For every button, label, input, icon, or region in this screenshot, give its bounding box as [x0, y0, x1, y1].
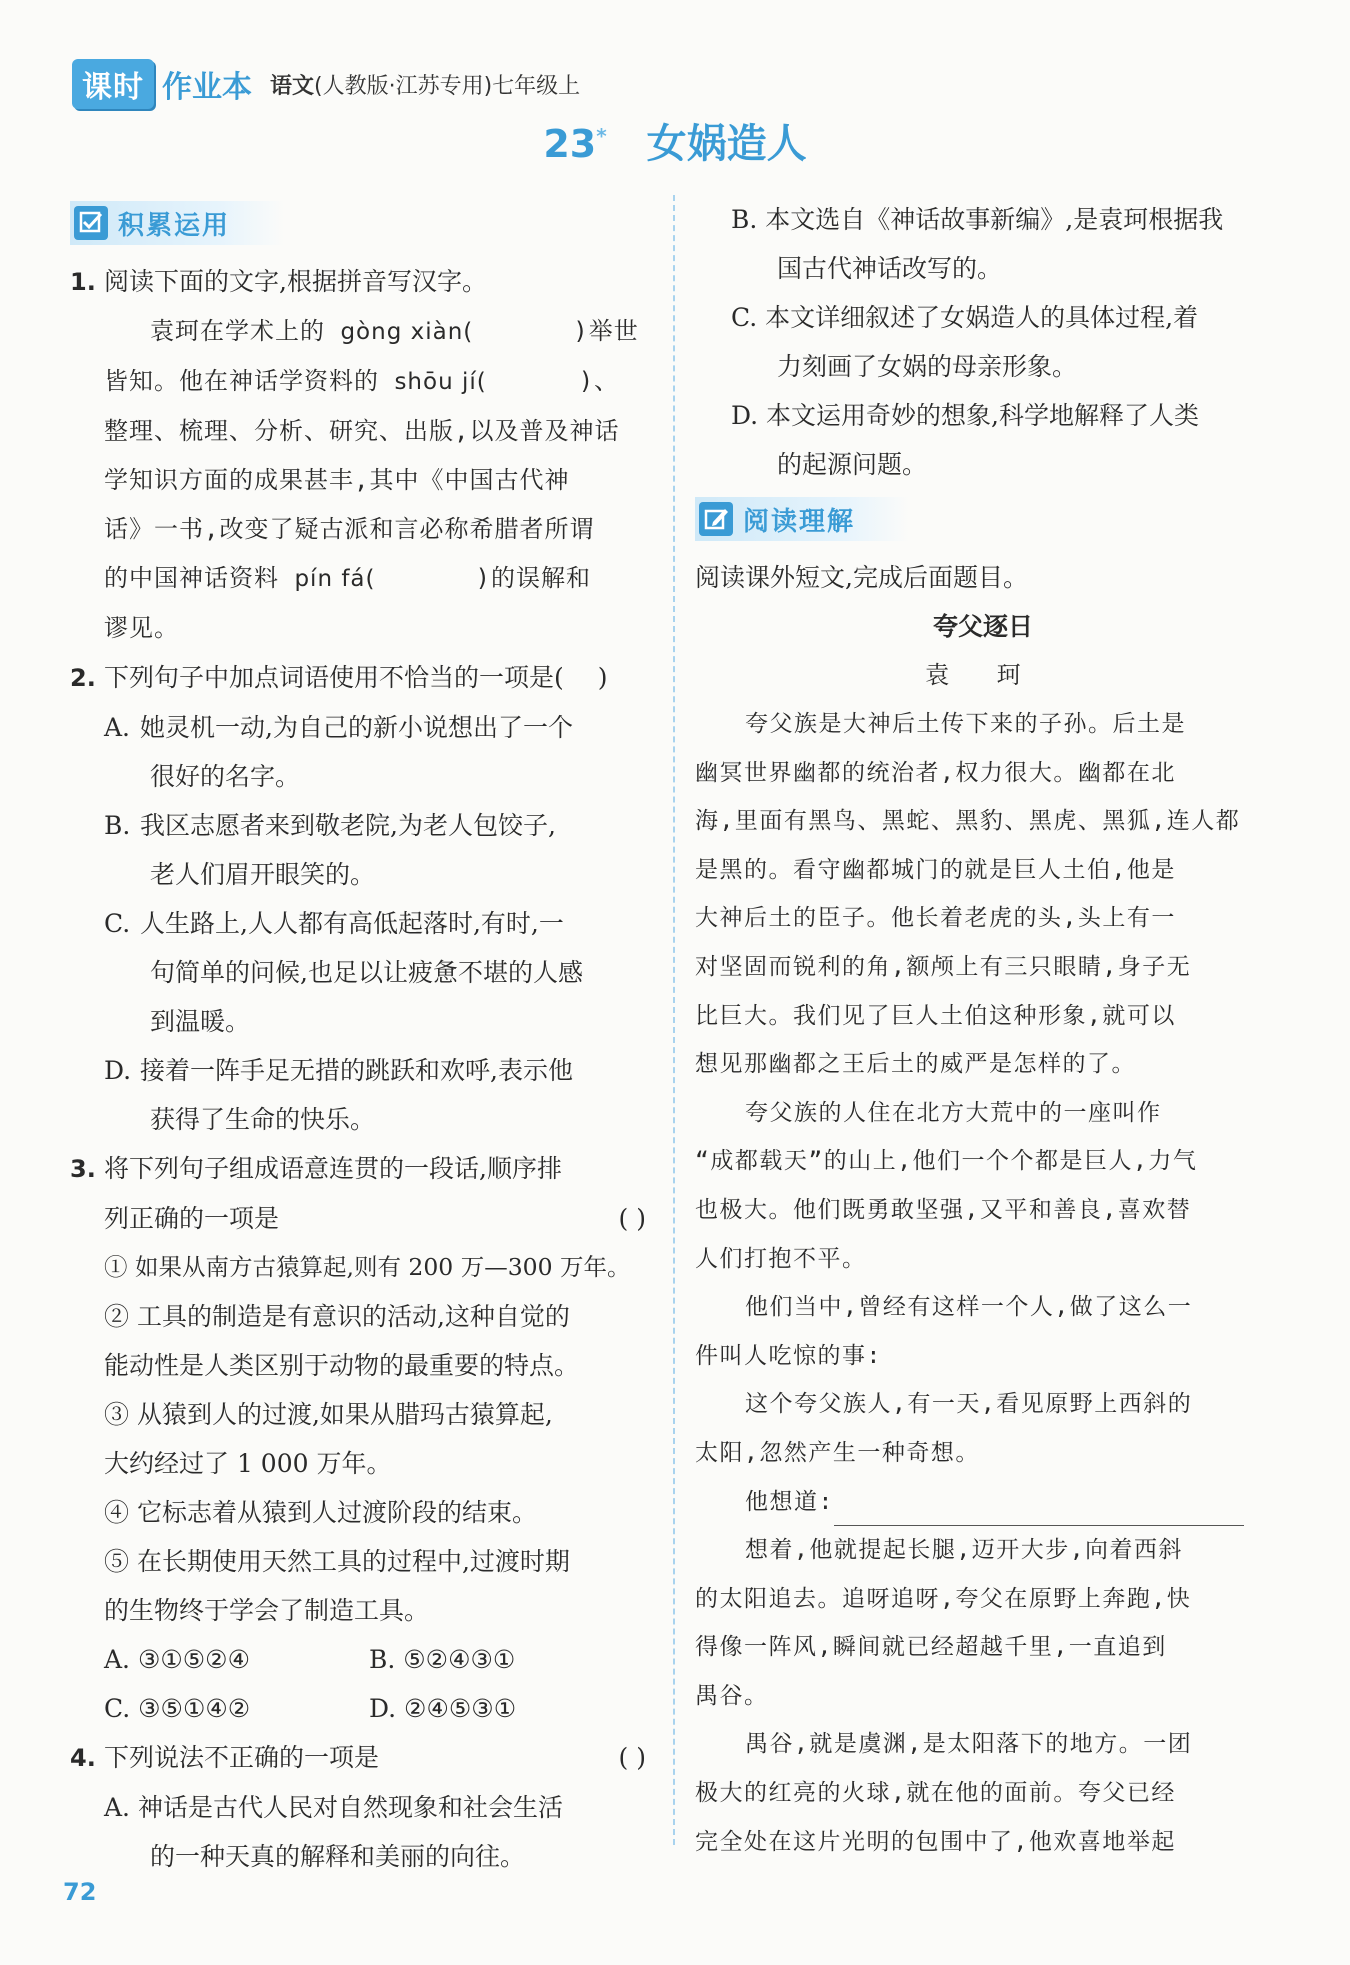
passage-line: 太阳,忽然产生一种奇想。	[695, 1439, 980, 1466]
section-label: 阅读理解	[743, 506, 856, 537]
q1-line: 的中国神话资料 pín fá( )的误解和	[104, 564, 591, 592]
q1-line: 袁珂在学术上的 gòng xiàn( )举世	[150, 317, 639, 345]
passage-line: 完全处在这片光明的包围中了,他欢喜地举起	[695, 1828, 1176, 1855]
lesson-title	[0, 112, 1350, 169]
passage-line: 他们当中,曾经有这样一个人,做了这么一	[745, 1294, 1193, 1321]
q2-option-b-cont: 老人们眉开眼笑的。	[150, 860, 376, 889]
passage-line: 比巨大。我们见了巨人土伯这种形象,就可以	[695, 1002, 1176, 1029]
q4-option-c-cont: 力刻画了女娲的母亲形象。	[777, 352, 1078, 381]
passage-line: 极大的红亮的火球,就在他的面前。夸父已经	[695, 1780, 1176, 1807]
passage-line: 得像一阵风,瞬间就已经超越千里,一直追到	[695, 1634, 1167, 1661]
q4-option-a-cont: 的一种天真的解释和美丽的向往。	[150, 1842, 526, 1871]
pencil-icon	[699, 502, 733, 536]
subject: 语文	[270, 73, 315, 99]
passage-line: 想着,他就提起长腿,迈开大步,向着西斜	[745, 1537, 1184, 1564]
q3-sentence: ④ 它标志着从猿到人过渡阶段的结束。	[104, 1498, 537, 1527]
passage-body	[695, 700, 1271, 1866]
q1-line: 学知识方面的成果甚丰,其中《中国古代神	[104, 466, 570, 494]
page-number: 72	[63, 1878, 97, 1906]
edition: (人教版·江苏专用)七年级上	[314, 73, 581, 99]
q1-line: 谬见。	[104, 614, 179, 642]
answer-blank[interactable]	[834, 1497, 1244, 1526]
brand-name: 作业本	[162, 70, 252, 105]
book-info	[270, 69, 580, 100]
left-column	[70, 195, 646, 1881]
section-label: 积累运用	[118, 210, 231, 241]
passage-line: 的太阳追去。追呀追呀,夸父在原野上奔跑,快	[695, 1585, 1192, 1612]
q2-option-d: D. 接着一阵手足无措的跳跃和欢呼,表示他	[104, 1056, 573, 1085]
passage-line: “成都载天”的山上,他们一个个都是巨人,力气	[695, 1148, 1198, 1175]
q3-option-d: D. ②④⑤③①	[369, 1694, 517, 1723]
q4-option-b-cont: 国古代神话改写的。	[777, 254, 1003, 283]
lesson-star: *	[596, 123, 607, 148]
passage-line: 对坚固而锐利的角,额颅上有三只眼睛,身子无	[695, 953, 1192, 980]
q4-option-b: B. 本文选自《神话故事新编》,是袁珂根据我	[731, 205, 1224, 234]
section-accumulate	[70, 201, 284, 245]
question-2-stem: 2. 下列句子中加点词语使用不恰当的一项是( )	[70, 663, 608, 692]
q2-option-a: A. 她灵机一动,为自己的新小说想出了一个	[104, 713, 573, 742]
q3-options	[70, 1684, 646, 1733]
q4-option-c: C. 本文详细叙述了女娲造人的具体过程,着	[731, 303, 1199, 332]
q4-option-d-cont: 的起源问题。	[777, 450, 928, 479]
q2-option-c: C. 人生路上,人人都有高低起落时,有时,一	[104, 909, 564, 938]
q3-sentence: 能动性是人类区别于动物的最重要的特点。	[104, 1351, 580, 1380]
lesson-name: 女娲造人	[646, 121, 807, 167]
passage-title: 夸父逐日	[932, 612, 1033, 641]
passage-line: 这个夸父族人,有一天,看见原野上西斜的	[745, 1391, 1193, 1418]
q3-options	[70, 1635, 646, 1684]
question-3-stem-cont: 列正确的一项是 ( )	[104, 1204, 646, 1233]
passage-line: 夸父族是大神后土传下来的子孙。后土是	[745, 711, 1186, 737]
q3-sentence: ③ 从猿到人的过渡,如果从腊玛古猿算起,	[104, 1400, 553, 1429]
q2-option-c-cont: 句简单的问候,也足以让疲惫不堪的人感	[150, 958, 583, 987]
lesson-number: 23	[543, 122, 597, 166]
passage-line: 大神后土的臣子。他长着老虎的头,头上有一	[695, 905, 1176, 932]
q1-line: 整理、梳理、分析、研究、出版,以及普及神话	[104, 417, 620, 445]
passage-line: 是黑的。看守幽都城门的就是巨人土伯,他是	[695, 856, 1176, 883]
reading-intro: 阅读课外短文,完成后面题目。	[695, 563, 1028, 592]
q3-sentence: ① 如果从南方古猿算起,则有 200 万—300 万年。	[104, 1253, 631, 1281]
q2-option-d-cont: 获得了生命的快乐。	[150, 1105, 376, 1134]
passage-line: 幽冥世界幽都的统治者,权力很大。幽都在北	[695, 759, 1176, 786]
q2-option-b: B. 我区志愿者来到敬老院,为老人包饺子,	[104, 811, 556, 840]
question-3-stem: 3. 将下列句子组成语意连贯的一段话,顺序排	[70, 1154, 562, 1183]
passage-line: 想见那幽都之王后土的威严是怎样的了。	[695, 1051, 1136, 1078]
q3-option-b: B. ⑤②④③①	[369, 1645, 516, 1674]
passage-line: 人们打抱不平。	[695, 1245, 867, 1272]
passage-line: 海,里面有黑鸟、黑蛇、黑豹、黑虎、黑狐,连人都	[695, 808, 1241, 835]
page-header	[72, 62, 580, 106]
checkbox-icon	[74, 206, 108, 240]
q4-option-d: D. 本文运用奇妙的想象,科学地解释了人类	[731, 401, 1199, 430]
question-4-stem: 4. 下列说法不正确的一项是 ( )	[70, 1743, 646, 1772]
passage-answer-line: 他想道:	[695, 1478, 1271, 1527]
q2-option-c-cont: 到温暖。	[150, 1007, 251, 1036]
q3-sentence: ② 工具的制造是有意识的活动,这种自觉的	[104, 1302, 570, 1331]
section-reading	[695, 497, 909, 541]
q2-option-a-cont: 很好的名字。	[150, 762, 301, 791]
passage-line: 夸父族的人住在北方大荒中的一座叫作	[745, 1099, 1162, 1126]
q3-sentence: ⑤ 在长期使用天然工具的过程中,过渡时期	[104, 1547, 570, 1576]
passage-line: 禺谷。	[695, 1682, 769, 1709]
question-1-stem: 1. 阅读下面的文字,根据拼音写汉字。	[70, 267, 487, 296]
passage-author: 袁 珂	[925, 661, 1041, 689]
passage-line: 件叫人吃惊的事:	[695, 1342, 882, 1369]
q1-line: 皆知。他在神话学资料的 shōu jí( )、	[104, 367, 620, 395]
column-divider	[673, 195, 675, 1845]
passage-line: 禺谷,就是虞渊,是太阳落下的地方。一团	[745, 1731, 1193, 1758]
q3-sentence: 的生物终于学会了制造工具。	[104, 1596, 430, 1625]
brand-badge: 课时	[72, 59, 154, 109]
q1-line: 话》一书,改变了疑古派和言必称希腊者所谓	[104, 515, 595, 543]
q4-option-a: A. 神话是古代人民对自然现象和社会生活	[104, 1793, 563, 1822]
right-column	[695, 195, 1271, 1866]
q3-option-a: A. ③①⑤②④	[104, 1645, 251, 1674]
q3-option-c: C. ③⑤①④②	[104, 1694, 251, 1723]
q3-sentence: 大约经过了 1 000 万年。	[104, 1449, 392, 1478]
passage-line: 也极大。他们既勇敢坚强,又平和善良,喜欢替	[695, 1196, 1192, 1223]
